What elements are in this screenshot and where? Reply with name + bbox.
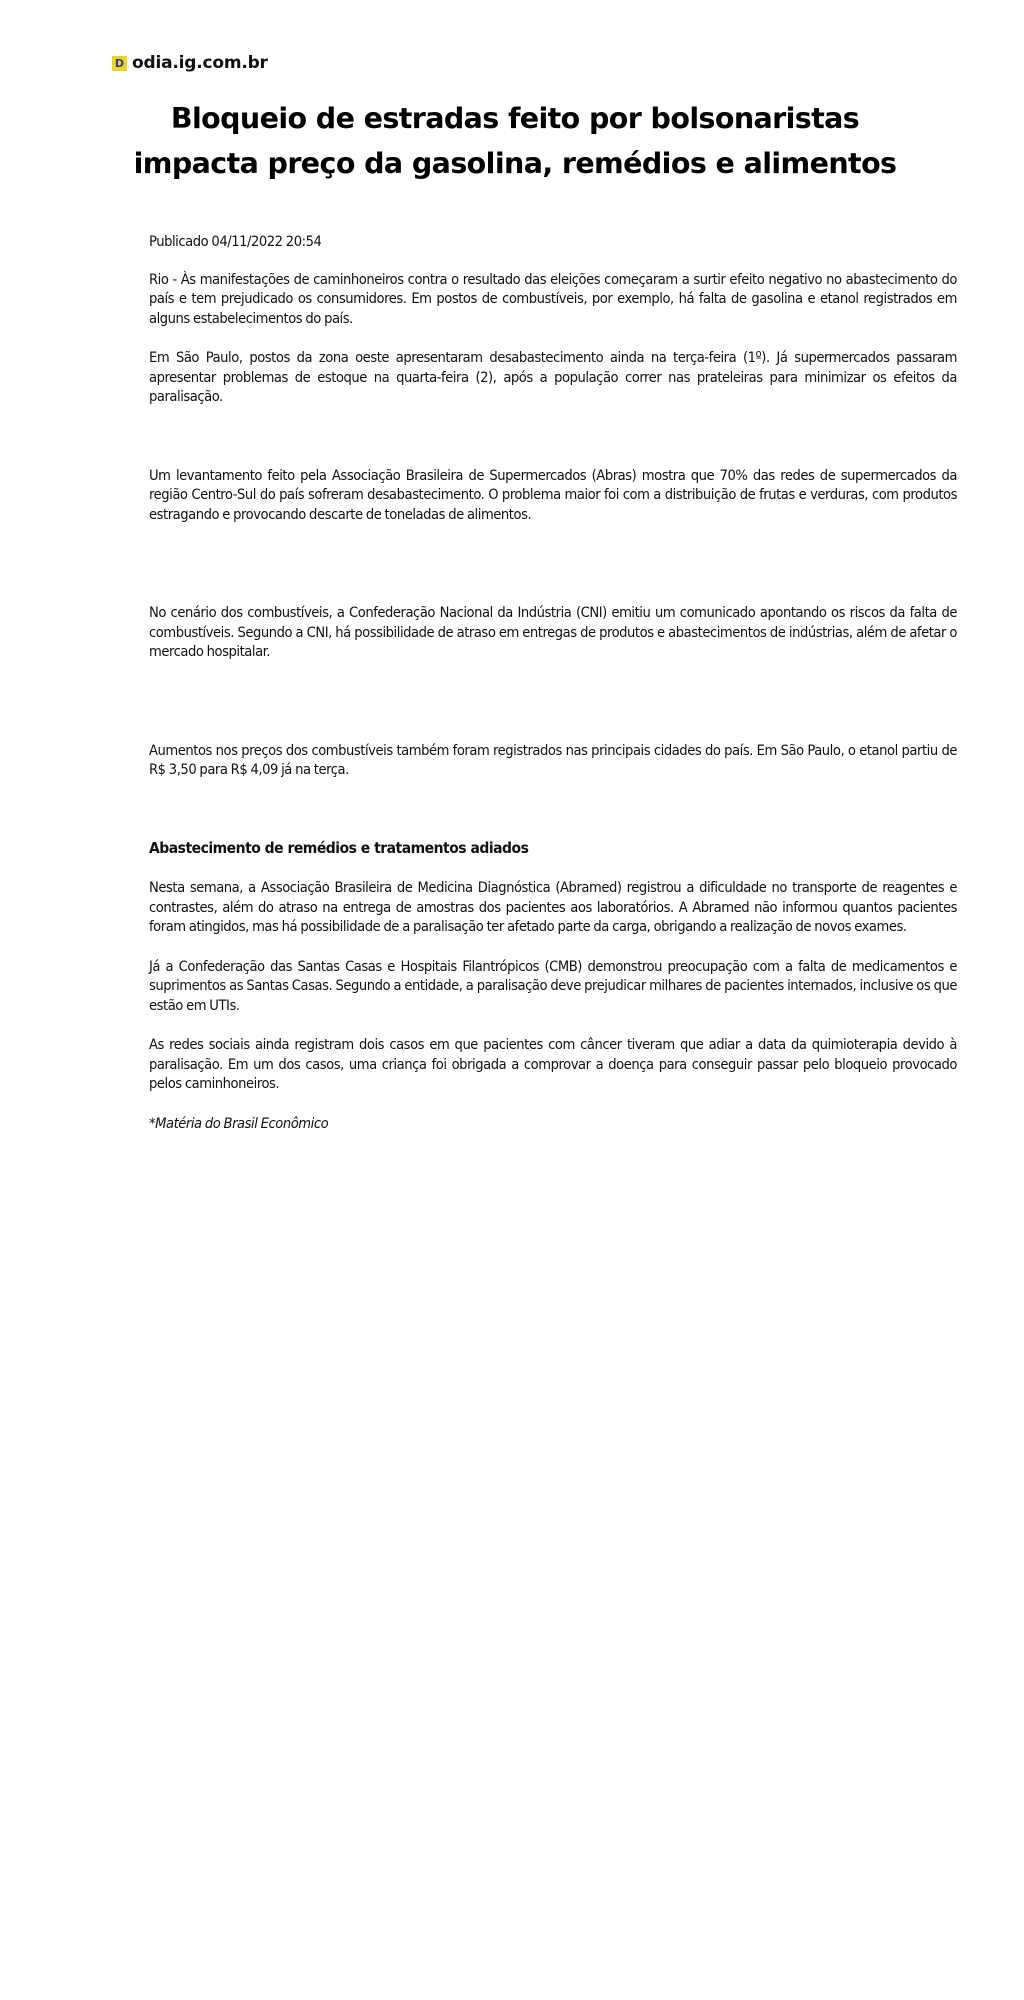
article-body (149, 232, 957, 1133)
paragraph: Já a Confederação das Santas Casas e Hospitais Filantrópicos (CMB) demonstrou preocupação com a falta de medicamentos e suprimentos as Santas Casas. Segundo a entidade, a paralisação deve prejudicar milhares de pacientes internados, inclusive os que estão em UTIs. (149, 957, 957, 1014)
logo-letter: D (114, 56, 125, 70)
article-title-line-1: Bloqueio de estradas feito por bolsonaristas (170, 102, 860, 135)
site-header (112, 53, 268, 73)
section-subheading: Abastecimento de remédios e tratamentos adiados (149, 838, 529, 857)
published-date: Publicado 04/11/2022 20:54 (149, 233, 322, 250)
paragraph: Nesta semana, a Associação Brasileira de Medicina Diagnóstica (Abramed) registrou a dificuldade no transporte de reagentes e contrastes, além do atraso na entrega de amostras dos pacientes aos laboratórios. A Abramed não informou quantos pacientes foram atingidos, mas há possibilidade de a paralisação ter afetado parte da carga, obrigando a realização de novos exames. (149, 879, 957, 935)
site-logo-icon (112, 56, 127, 71)
paragraph: Um levantamento feito pela Associação Brasileira de Supermercados (Abras) mostra que 70% das redes de supermercados da região Centro-Sul do país sofreram desabastecimento. O problema maior foi com a distribuição de frutas e verduras, com produtos estragando e provocando descarte de toneladas de alimentos. (149, 466, 957, 523)
article-credit: *Matéria do Brasil Econômico (149, 1114, 329, 1132)
paragraph: As redes sociais ainda registram dois casos em que pacientes com câncer tiveram que adiar a data da quimioterapia devido à paralisação. Em um dos casos, uma criança foi obrigada a comprovar a doença para conseguir passar pelo bloqueio provocado pelos caminhoneiros. (149, 1036, 957, 1092)
article-title (100, 96, 930, 186)
paragraph: Rio - Às manifestações de caminhoneiros contra o resultado das eleições começaram a surtir efeito negativo no abastecimento do país e tem prejudicado os consumidores. Em postos de combustíveis, por exemplo, há falta de gasolina e etanol registrados em alguns estabelecimentos do país. (149, 270, 957, 327)
article-title-line-2: impacta preço da gasolina, remédios e alimentos (133, 147, 897, 180)
paragraph: Aumentos nos preços dos combustíveis também foram registrados nas principais cidades do país. Em São Paulo, o etanol partiu de R$ 3,50 para R$ 4,09 já na terça. (149, 741, 957, 778)
paragraph: No cenário dos combustíveis, a Confederação Nacional da Indústria (CNI) emitiu um comunicado apontando os riscos da falta de combustíveis. Segundo a CNI, há possibilidade de atraso em entregas de produtos e abastecimentos de indústrias, além de afetar o mercado hospitalar. (149, 604, 957, 660)
paragraph: Em São Paulo, postos da zona oeste apresentaram desabastecimento ainda na terça-feira (1º). Já supermercados passaram apresentar problemas de estoque na quarta-feira (2), após a população correr nas prateleiras para minimizar os efeitos da paralisação. (149, 349, 957, 405)
site-name: odia.ig.com.br (132, 53, 268, 73)
